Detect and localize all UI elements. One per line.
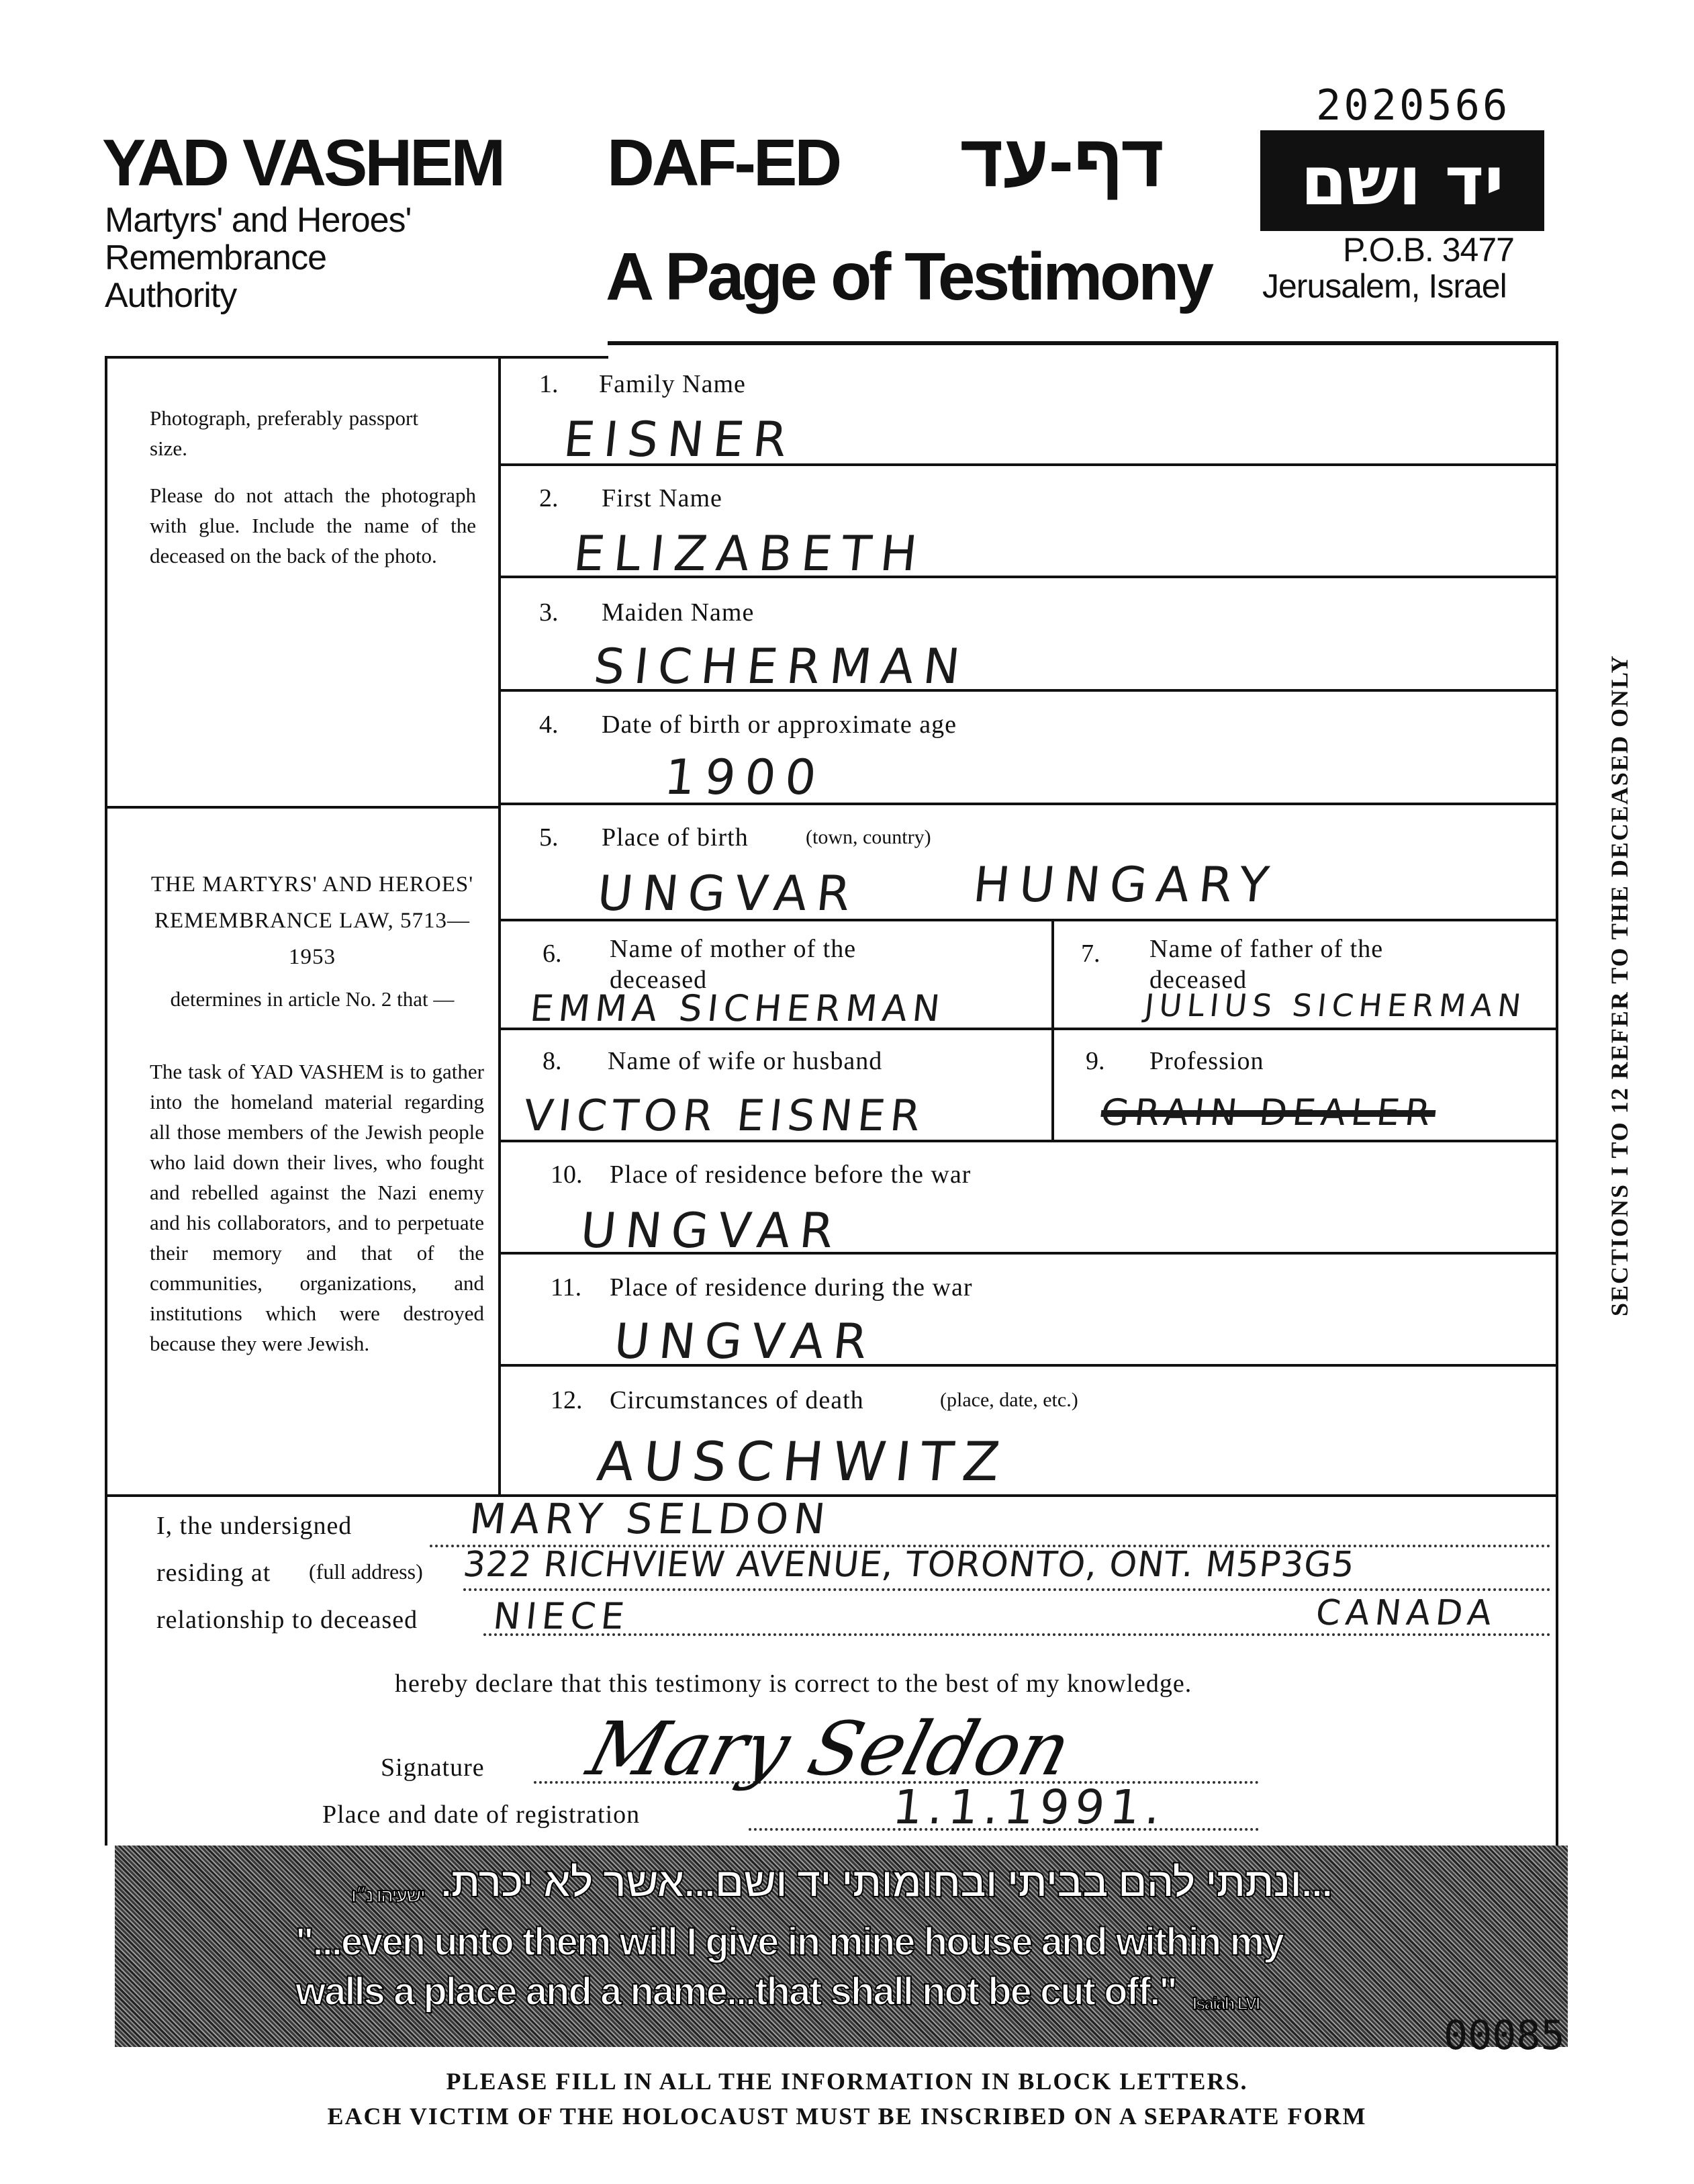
logo-text: יד ושם [1301,141,1504,220]
footer-instruction-1: PLEASE FILL IN ALL THE INFORMATION IN BLOCK LETTERS. [446,2068,1248,2095]
org-subtitle-line: Authority [105,276,237,315]
form-name: DAF-ED [607,126,840,199]
field-value[interactable]: SICHERMAN [591,638,972,694]
law-text: The task of YAD VASHEM is to gather into the homeland material regarding all those members of the Jewish people who laid down their lives, who fought and rebelled against the Nazi enemy and his collaborators, and to perpetuate their memory and that of the communities, organizations, and institutions which were destroyed because they were Jewish. [150,1060,484,1355]
stamp-number: 00085 [1444,2012,1565,2059]
declaration-statement: hereby declare that this testimony is correct to the best of my knowledge. [395,1670,1192,1698]
field-number: 12. [551,1386,583,1414]
field-number: 10. [551,1161,583,1189]
field-label: Name of mother of the deceased [610,935,857,994]
field-value[interactable]: EMMA SICHERMAN [528,987,947,1030]
field-value[interactable]: JULIUS SICHERMAN [1143,987,1528,1023]
field-value[interactable]: AUSCHWITZ [594,1430,1013,1493]
signature-value[interactable]: Mary Seldon [579,1706,1080,1792]
banner-english-line2: walls a place and a name...that shall not be cut off." [295,1970,1176,2013]
page-title: A Page of Testimony [606,239,1211,314]
cell-divider [1051,920,1054,1140]
field-label: Place of residence before the war [610,1161,972,1189]
banner-hebrew-row [115,1859,1568,1907]
address-hint: (full address) [309,1559,423,1584]
form-right-border [1556,341,1558,1846]
field-value[interactable]: 1900 [661,749,829,805]
relationship-value[interactable]: NIECE [491,1595,632,1637]
banner-english-ref: Isaiah LVI [1192,1993,1260,2013]
field-value-country[interactable]: HUNGARY [970,856,1281,913]
field-value[interactable]: UNGVAR [594,865,863,921]
field-number: 8. [543,1047,562,1075]
city: Jerusalem, Israel [1262,267,1507,305]
address-line [463,1588,1551,1591]
address-label: residing at [156,1559,271,1587]
org-subtitle-line: Martyrs' and Heroes' [105,201,412,240]
address-value-country[interactable]: CANADA [1313,1593,1499,1633]
field-number: 7. [1081,940,1100,968]
relationship-line [483,1633,1551,1636]
photo-instructions: Please do not attach the photograph with glue. Include the name of the deceased on the back of the photo. [150,484,476,567]
org-subtitle-line: Remembrance [105,238,327,277]
field-label: Place of birth [602,823,749,852]
relationship-label: relationship to deceased [156,1606,418,1634]
left-panel-divider [105,806,500,809]
field-value[interactable]: ELIZABETH [571,525,929,582]
field-number: 1. [539,370,559,398]
row-line [500,803,1556,805]
field-number: 9. [1086,1047,1105,1075]
field-label: Date of birth or approximate age [602,711,957,739]
form-name-hebrew: דף-עד [960,120,1164,202]
footer-instruction-2: EACH VICTIM OF THE HOLOCAUST MUST BE INSCRIBED ON A SEPARATE FORM [327,2103,1367,2130]
field-label: Profession [1149,1047,1264,1075]
field-label: Maiden Name [602,598,755,627]
field-hint: (place, date, etc.) [940,1389,1078,1411]
field-number: 2. [539,484,559,512]
field-number: 4. [539,711,559,739]
record-number: 2020566 [1316,81,1511,130]
field-label: Name of father of the deceased [1149,935,1384,994]
registration-label: Place and date of registration [322,1801,641,1829]
field-number: 3. [539,598,559,627]
field-label: Circumstances of death [610,1386,864,1414]
field-value[interactable]: VICTOR EISNER [521,1091,929,1141]
field-hint: (town, country) [806,826,931,848]
column-divider [498,356,501,1496]
signature-label: Signature [381,1754,485,1782]
org-name: YAD VASHEM [102,126,504,199]
form-top-border [608,341,1558,345]
banner-english-row-1 [295,1919,1283,1964]
form-top-border-left [105,356,608,359]
field-value[interactable]: UNGVAR [611,1313,880,1369]
field-value[interactable]: UNGVAR [577,1202,846,1259]
field-value[interactable]: EISNER [561,411,800,467]
field-label: First Name [602,484,722,512]
form-left-border [105,356,107,1846]
photo-title: Photograph, preferably passport size. [150,406,418,460]
field-value-crossed-out[interactable]: GRAIN DEALER [1098,1091,1438,1134]
field-label: Family Name [599,370,746,398]
yad-vashem-logo [1260,130,1544,231]
side-note: SECTIONS I TO 12 REFER TO THE DECEASED ONLY [1606,654,1633,1316]
field-number: 5. [539,823,559,852]
undersigned-value[interactable]: MARY SELDON [467,1494,833,1543]
field-label: Name of wife or husband [608,1047,883,1075]
po-box: P.O.B. 3477 [1343,231,1514,269]
address-value[interactable]: 322 RICHVIEW AVENUE, TORONTO, ONT. M5P3G5 [461,1545,1357,1585]
undersigned-label: I, the undersigned [156,1512,352,1540]
banner-hebrew-ref: ישעיהו נ״ו [350,1885,425,1906]
registration-value[interactable]: 1.1.1991. [890,1780,1169,1835]
field-number: 11. [551,1273,582,1302]
banner-english-line1: "...even unto them will I give in mine house and within my [295,1920,1284,1964]
field-label: Place of residence during the war [610,1273,973,1302]
banner-english-row-2 [295,1969,1259,2014]
field-number: 6. [543,940,562,968]
law-title: THE MARTYRS' AND HEROES' REMEMBRANCE LAW, 5713—1953 [150,872,474,969]
banner-hebrew: ...ונתתי להם בביתי ובחומותי יד ושם...אשר לא יכרת. [440,1860,1332,1906]
org-subtitle [105,201,411,314]
law-article: determines in article No. 2 that — [170,987,455,1011]
